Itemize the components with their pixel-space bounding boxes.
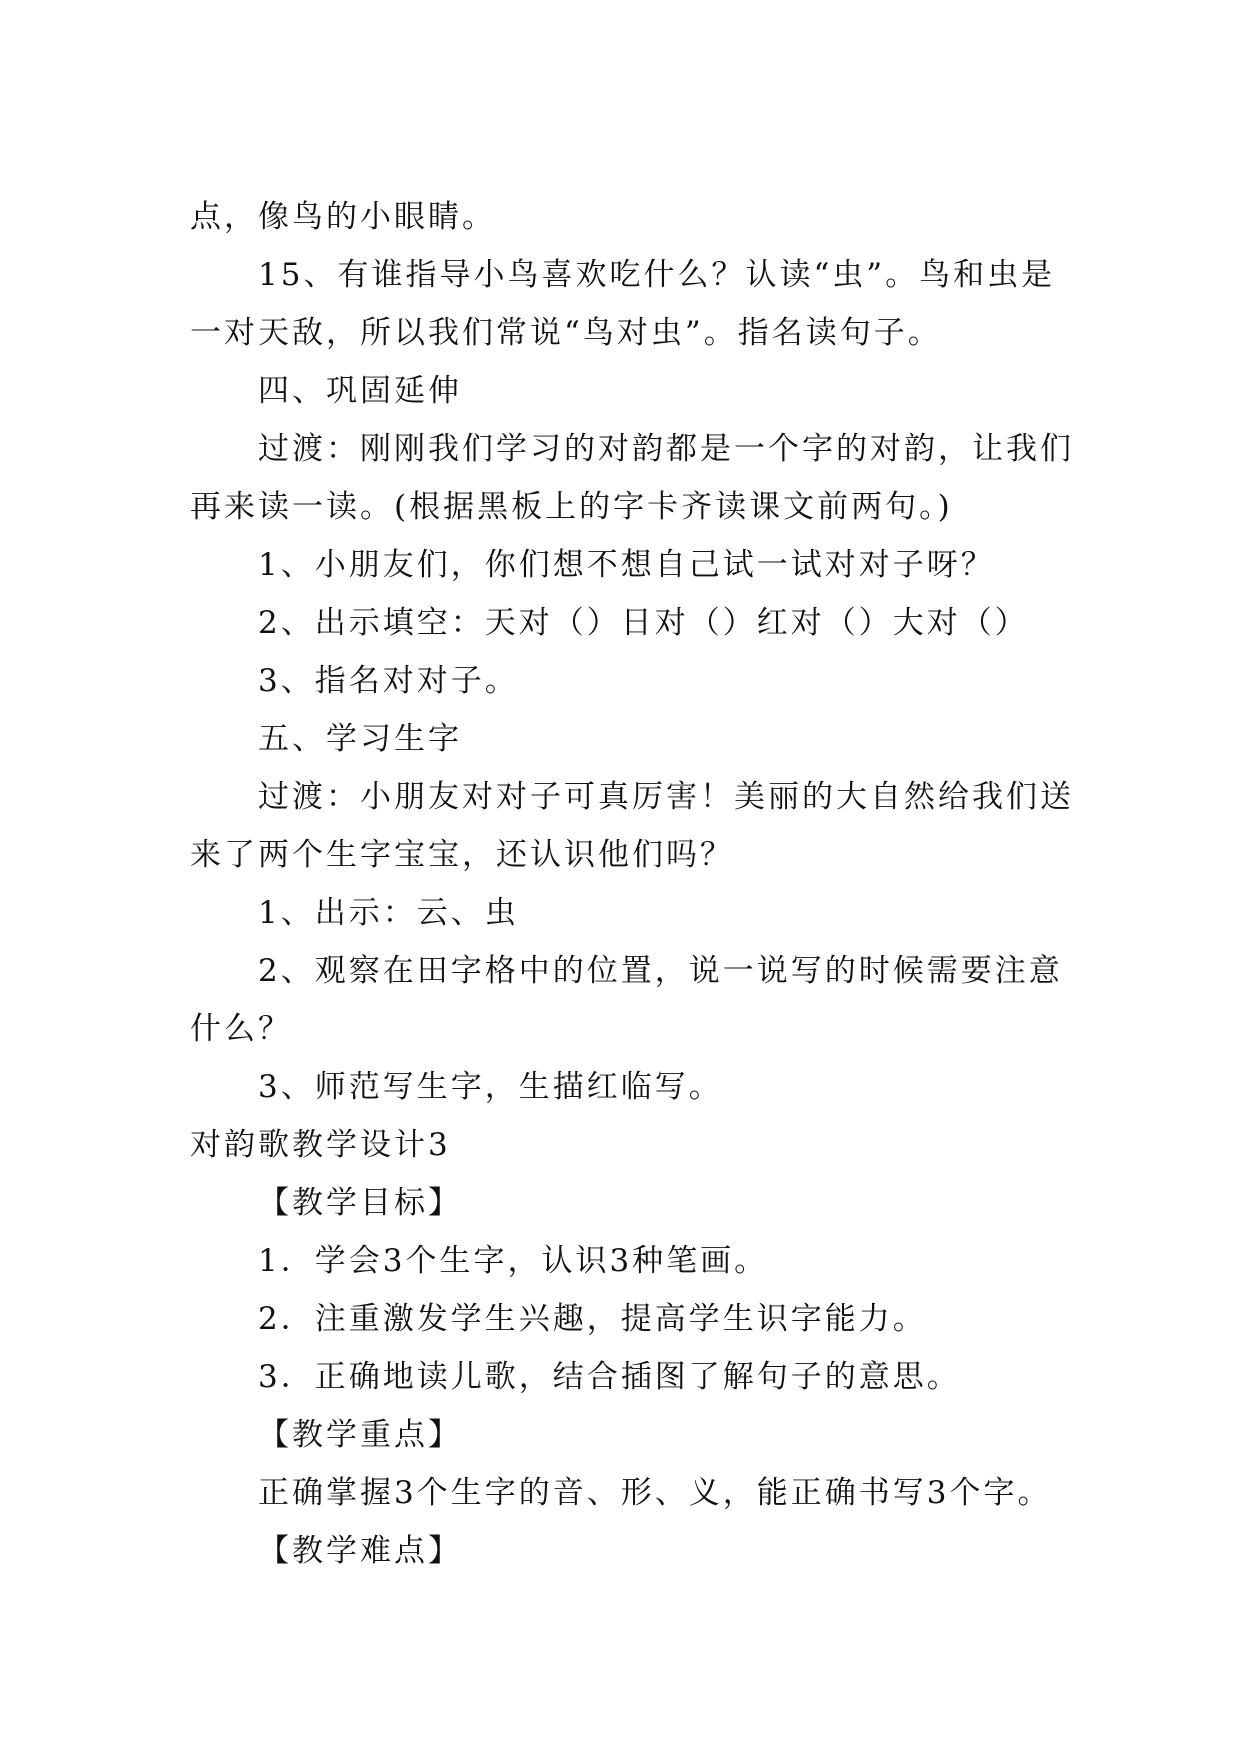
paragraph-line: 15、有谁指导小鸟喜欢吃什么？认读“虫”。鸟和虫是 — [258, 257, 1056, 293]
list-item: 1、出示：云、虫 — [258, 895, 519, 931]
paragraph-line: 来了两个生字宝宝，还认识他们吗？ — [190, 837, 734, 873]
section-heading: 【教学目标】 — [258, 1185, 462, 1221]
paragraph-line: 过渡：小朋友对对子可真厉害！美丽的大自然给我们送 — [258, 779, 1074, 815]
section-heading: 四、巩固延伸 — [258, 373, 462, 409]
list-item: 3．正确地读儿歌，结合插图了解句子的意思。 — [258, 1359, 961, 1395]
section-heading: 【教学难点】 — [258, 1533, 462, 1569]
list-item: 2．注重激发学生兴趣，提高学生识字能力。 — [258, 1301, 927, 1337]
section-heading: 【教学重点】 — [258, 1417, 462, 1453]
document-title: 对韵歌教学设计3 — [190, 1127, 451, 1163]
paragraph-line: 过渡：刚刚我们学习的对韵都是一个字的对韵，让我们 — [258, 431, 1074, 467]
list-item: 3、师范写生字，生描红临写。 — [258, 1069, 723, 1105]
paragraph-line: 再来读一读。(根据黑板上的字卡齐读课文前两句。) — [190, 489, 953, 525]
paragraph-line: 正确掌握3个生字的音、形、义，能正确书写3个字。 — [258, 1475, 1052, 1511]
list-item: 2、观察在田字格中的位置，说一说写的时候需要注意 — [258, 953, 1063, 989]
paragraph-line: 什么？ — [190, 1011, 292, 1047]
list-item: 3、指名对对子。 — [258, 663, 519, 699]
paragraph-line: 点，像鸟的小眼睛。 — [190, 199, 496, 235]
section-heading: 五、学习生字 — [258, 721, 462, 757]
paragraph-line: 一对天敌，所以我们常说“鸟对虫”。指名读句子。 — [190, 315, 942, 351]
list-item: 1．学会3个生字，认识3种笔画。 — [258, 1243, 769, 1279]
list-item: 1、小朋友们，你们想不想自己试一试对对子呀？ — [258, 547, 995, 583]
list-item: 2、出示填空：天对（）日对（）红对（）大对（） — [258, 605, 1029, 641]
